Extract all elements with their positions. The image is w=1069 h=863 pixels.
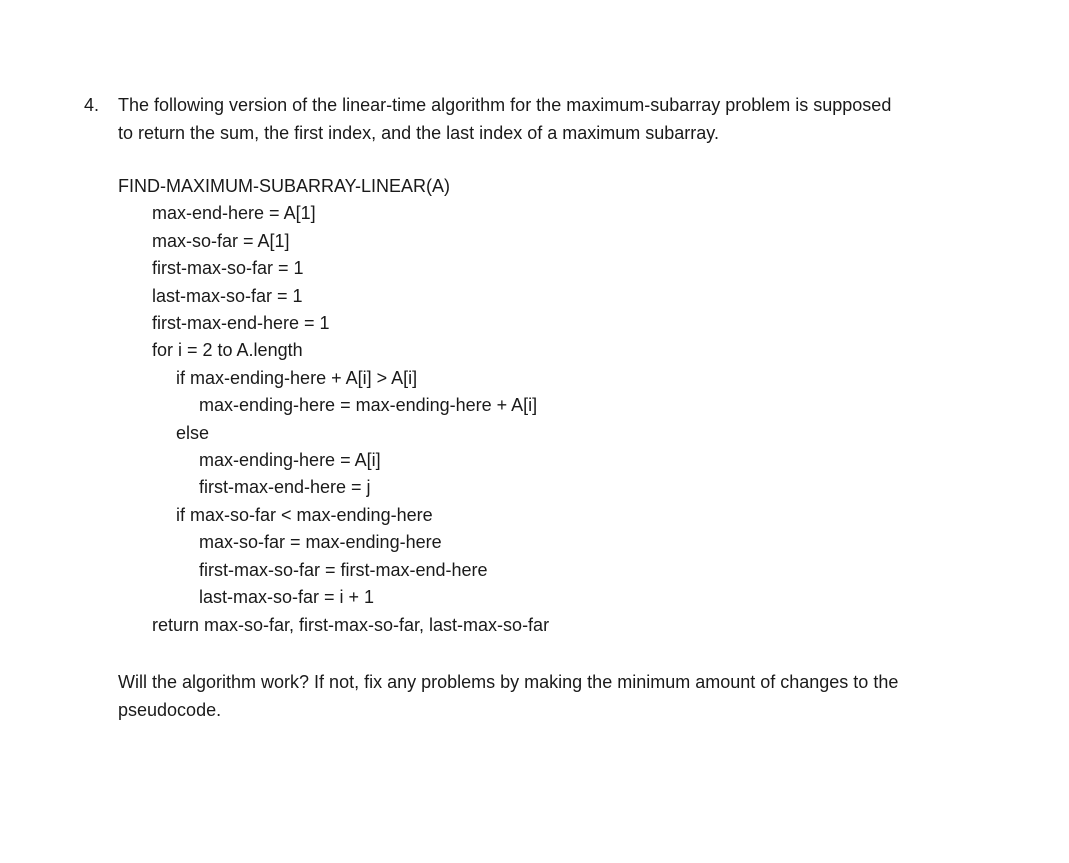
pseudocode-line: else <box>176 422 210 443</box>
pseudocode-line: first-max-end-here = 1 <box>152 313 330 334</box>
pseudocode-block <box>118 173 549 639</box>
pseudocode-line: return max-so-far, first-max-so-far, last-max-so-far <box>152 614 550 635</box>
question-intro <box>118 92 998 147</box>
pseudocode-line: first-max-end-here = j <box>199 477 371 498</box>
algorithm-name: FIND-MAXIMUM-SUBARRAY-LINEAR(A) <box>118 176 451 196</box>
pseudocode-line: first-max-so-far = first-max-end-here <box>199 559 488 580</box>
pseudocode-line: max-so-far = A[1] <box>152 230 290 251</box>
pseudocode-line: if max-ending-here + A[i] > A[i] <box>176 367 418 388</box>
question-intro-line: to return the sum, the first index, and the last index of a maximum subarray. <box>118 122 719 143</box>
question-number: 4. <box>84 95 100 115</box>
closing-line: Will the algorithm work? If not, fix any problems by making the minimum amount of changes to the <box>118 672 899 692</box>
pseudocode-line: max-ending-here = A[i] <box>199 450 381 471</box>
pseudocode-line: last-max-so-far = 1 <box>152 285 303 306</box>
pseudocode-line: max-so-far = max-ending-here <box>199 532 442 553</box>
pseudocode-line: max-end-here = A[1] <box>152 203 316 224</box>
pseudocode-line: first-max-so-far = 1 <box>152 258 304 279</box>
pseudocode-line: max-ending-here = max-ending-here + A[i] <box>199 395 538 416</box>
closing-line: pseudocode. <box>118 700 222 720</box>
pseudocode-line: last-max-so-far = i + 1 <box>199 587 375 608</box>
question-intro-line: The following version of the linear-time algorithm for the maximum-subarray problem is supposed <box>118 95 892 115</box>
pseudocode-line: if max-so-far < max-ending-here <box>176 504 433 525</box>
pseudocode-line: for i = 2 to A.length <box>152 340 303 361</box>
closing-question <box>118 668 998 724</box>
